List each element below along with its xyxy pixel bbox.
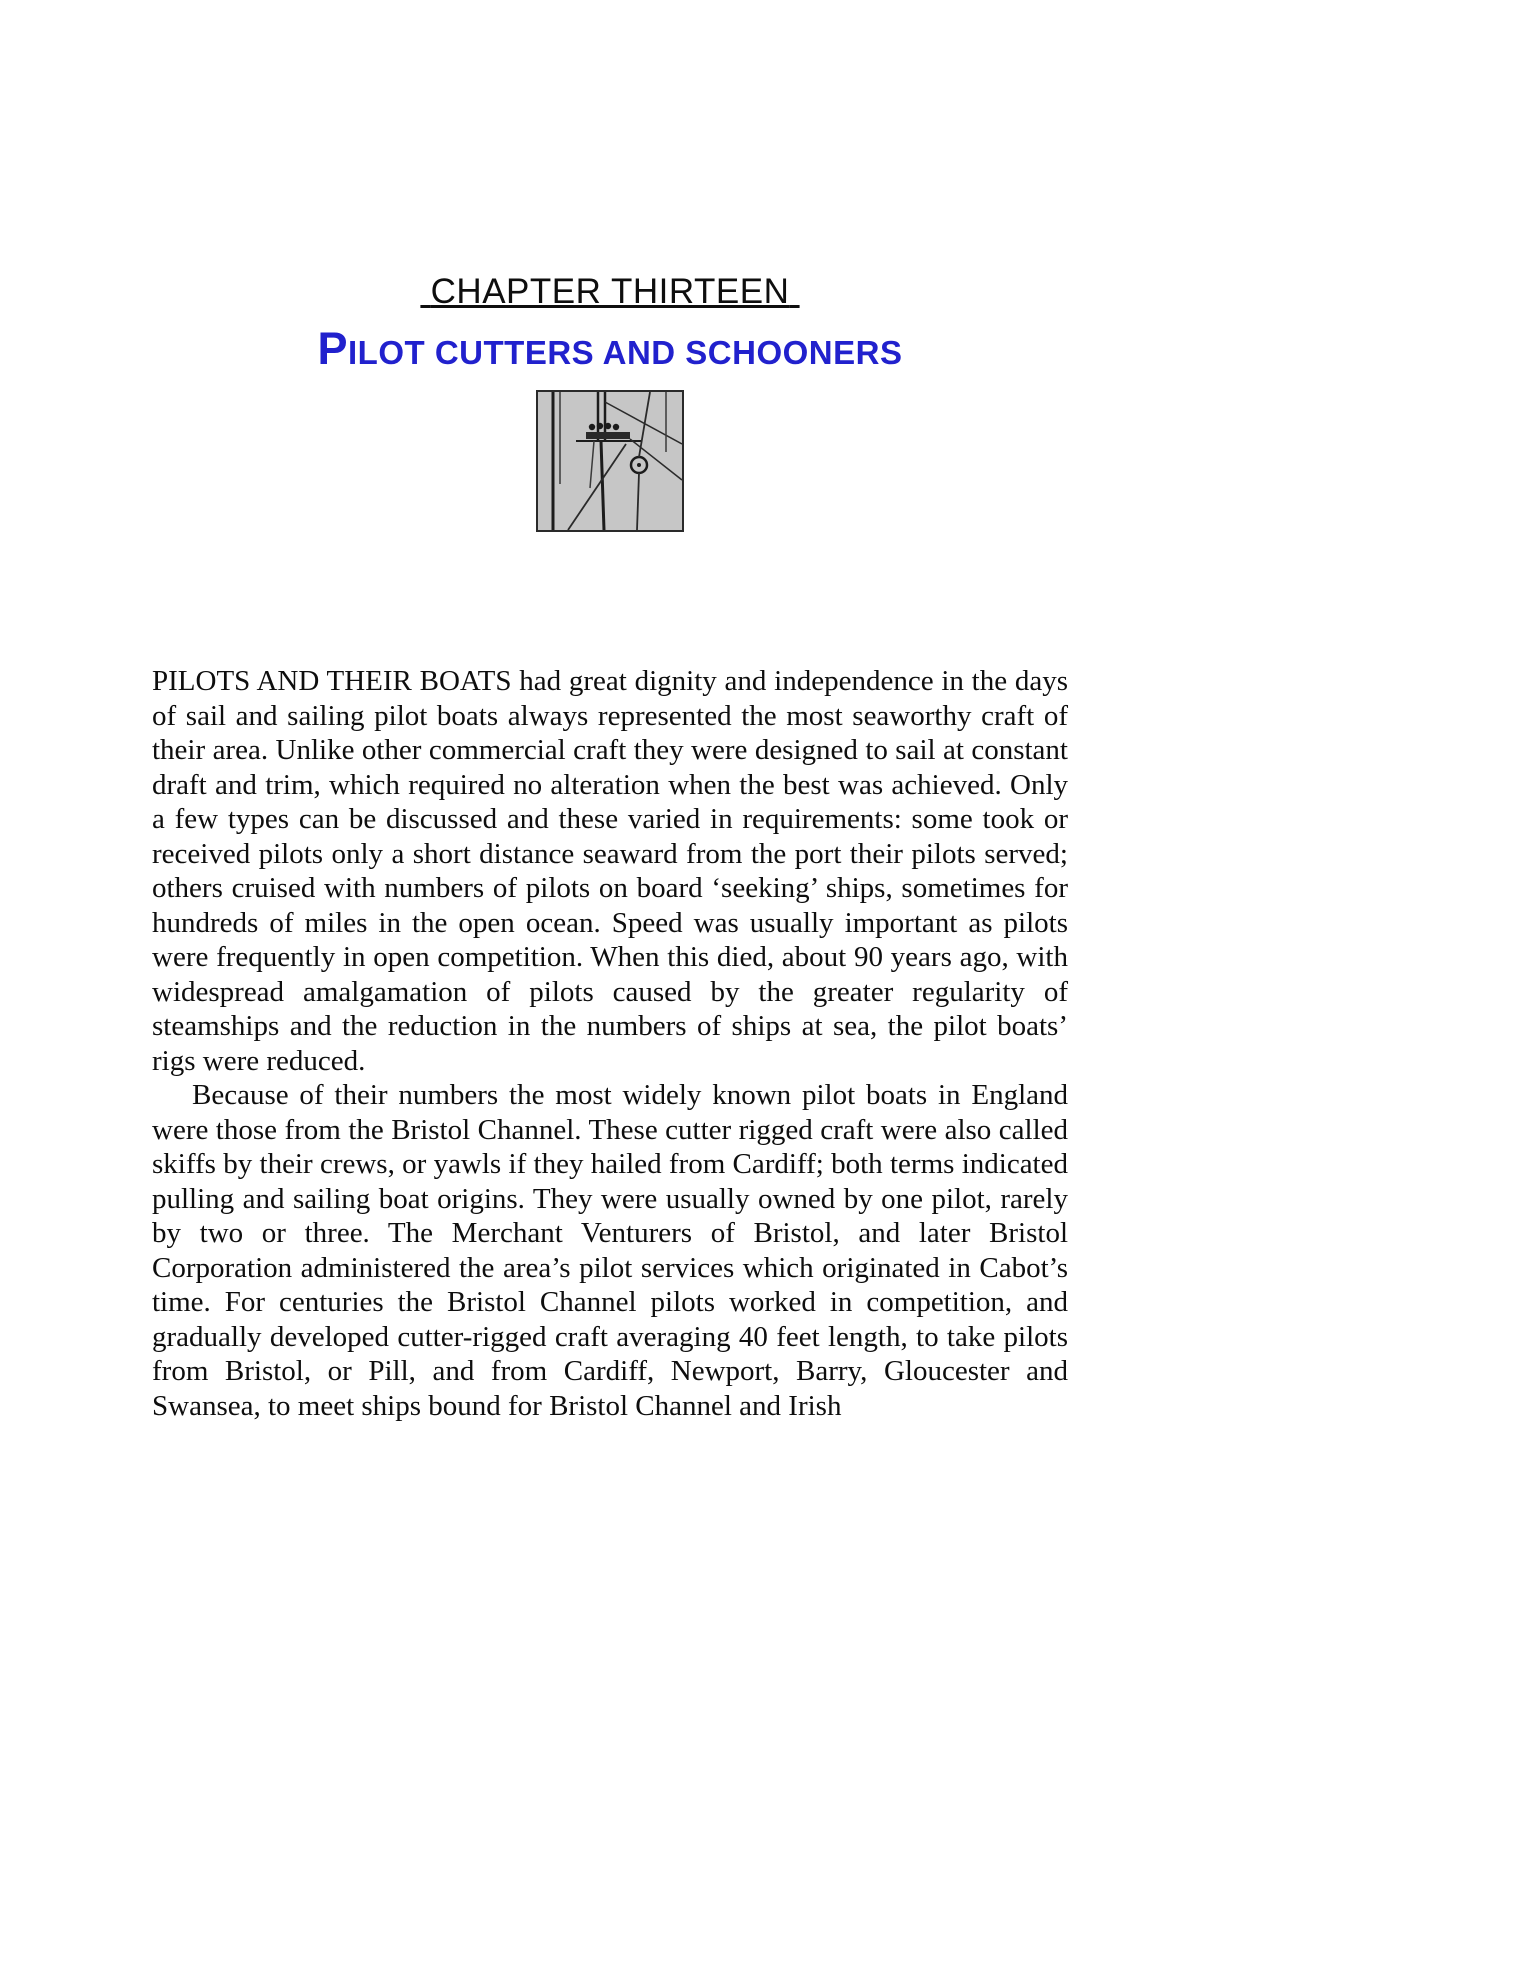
text-column: [152, 0, 1068, 1423]
chapter-heading: [152, 272, 1068, 312]
chapter-title: [152, 323, 1068, 374]
mast-rigging-illustration: [536, 390, 684, 532]
paragraph-1: PILOTS AND THEIR BOATS had great dignity and independence in the days of sail and sailing pilot boats always represented the most seaworthy craft of their area. Unlike other commercial craft they were designed to sail at constant draft and trim, which required no alteration when the best was achieved. Only a few types can be discussed and these varied in requirements: some took or received pilots only a short distance seaward from the port their pilots served; others cruised with numbers of pilots on board ‘seeking’ ships, sometimes for hundreds of miles in the open ocean. Speed was usually important as pilots were frequently in open competition. When this died, about 90 years ago, with widespread amalgamation of pilots caused by the greater regularity of steamships and the reduction in the numbers of ships at sea, the pilot boats’ rigs were reduced.: [152, 665, 1068, 1077]
paragraph-2: Because of their numbers the most widely known pilot boats in England were those from the Bristol Channel. These cutter rigged craft were also called skiffs by their crews, or yawls if they hailed from Cardiff; both terms indicated pulling and sailing boat origins. They were usually owned by one pilot, rarely by two or three. The Merchant Venturers of Bristol, and later Bristol Corporation administered the area’s pilot services which originated in Cabot’s time. For centuries the Bristol Channel pilots worked in competition, and gradually developed cutter-rigged craft averaging 40 feet length, to take pilots from Bristol, or Pill, and from Cardiff, Newport, Barry, Gloucester and Swansea, to meet ships bound for Bristol Channel and Irish: [152, 1079, 1068, 1422]
rigging-icon: [538, 392, 682, 530]
title-initial-letter: P: [317, 323, 349, 374]
chapter-heading-text: CHAPTER THIRTEEN: [430, 272, 790, 311]
body-text: [152, 664, 1068, 1423]
title-rest: ILOT CUTTERS AND SCHOONERS: [348, 334, 903, 371]
